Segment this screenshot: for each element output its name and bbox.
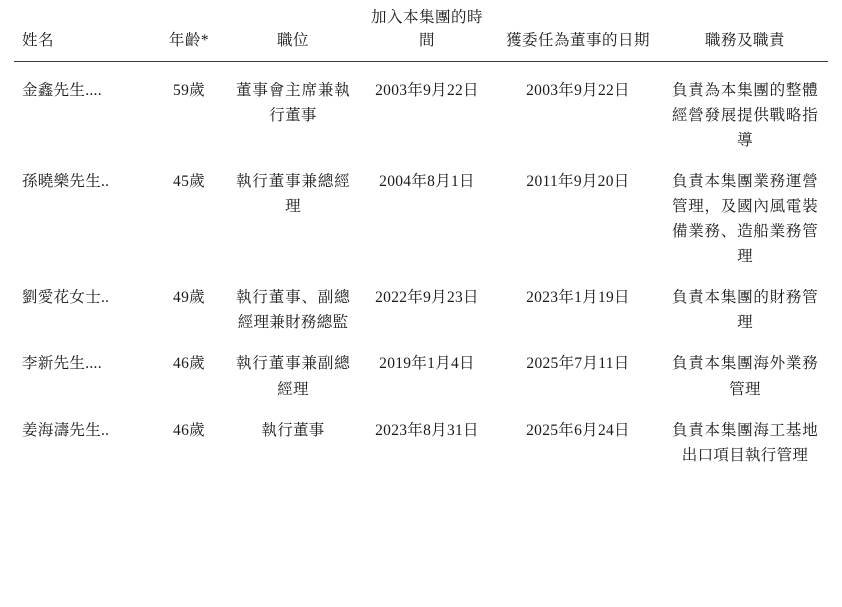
table-body <box>14 61 828 474</box>
column-header-appointment-date <box>494 0 662 61</box>
column-header-join-date-label: 加入本集團的時間 <box>370 9 483 50</box>
cell-appointment-date: 2025年6月24日 <box>526 421 630 439</box>
directors-table <box>14 0 828 474</box>
column-header-position <box>226 0 360 61</box>
column-header-name <box>14 0 152 61</box>
cell-join-date: 2019年1月4日 <box>379 355 475 373</box>
cell-join-date: 2004年8月1日 <box>379 172 475 190</box>
cell-duties: 負責本集團業務運營管理，及國內風電裝備業務、造船業務管理 <box>672 172 818 266</box>
column-header-duties <box>662 0 828 61</box>
cell-duties: 負責本集團海外業務管理 <box>672 355 818 398</box>
cell-appointment-date: 2003年9月22日 <box>526 81 630 99</box>
cell-position: 董事會主席兼執行董事 <box>236 81 350 124</box>
cell-duties: 負責本集團海工基地出口項目執行管理 <box>672 421 818 464</box>
cell-duties: 負責本集團的財務管理 <box>672 289 818 332</box>
cell-name: 劉愛花女士.. <box>22 289 110 307</box>
column-header-duties-label: 職務及職責 <box>704 32 785 50</box>
cell-duties: 負責為本集團的整體經營發展提供戰略指導 <box>672 81 818 149</box>
cell-join-date: 2003年9月22日 <box>375 81 479 99</box>
cell-join-date: 2023年8月31日 <box>375 421 479 439</box>
table-row <box>14 275 828 341</box>
cell-age: 59歲 <box>173 81 205 99</box>
cell-appointment-date: 2023年1月19日 <box>526 289 630 307</box>
cell-age: 46歲 <box>173 421 205 439</box>
cell-appointment-date: 2025年7月11日 <box>526 355 630 373</box>
column-header-appointment-date-label: 獲委任為董事的日期 <box>505 32 650 50</box>
cell-position: 執行董事、副總經理兼財務總監 <box>236 289 350 332</box>
cell-name: 孫曉樂先生.. <box>22 172 110 190</box>
table-header-row <box>14 0 828 61</box>
table-row <box>14 61 828 159</box>
cell-name: 李新先生.... <box>22 355 102 373</box>
column-header-join-date <box>360 0 494 61</box>
cell-position: 執行董事兼總經理 <box>236 172 350 215</box>
table-row <box>14 159 828 275</box>
cell-name: 金鑫先生.... <box>22 81 102 99</box>
cell-name: 姜海濤先生.. <box>22 421 110 439</box>
column-header-age <box>152 0 226 61</box>
column-header-name-label: 姓名 <box>22 32 55 50</box>
cell-age: 45歲 <box>173 172 205 190</box>
cell-join-date: 2022年9月23日 <box>375 289 479 307</box>
table-row <box>14 341 828 407</box>
table-row <box>14 408 828 474</box>
cell-position: 執行董事兼副總經理 <box>236 355 350 398</box>
cell-appointment-date: 2011年9月20日 <box>526 172 630 190</box>
column-header-age-label: 年齡* <box>168 32 210 50</box>
cell-position: 執行董事 <box>261 421 325 439</box>
cell-age: 46歲 <box>173 355 205 373</box>
column-header-position-label: 職位 <box>276 32 309 50</box>
table-header <box>14 0 828 61</box>
cell-age: 49歲 <box>173 289 205 307</box>
